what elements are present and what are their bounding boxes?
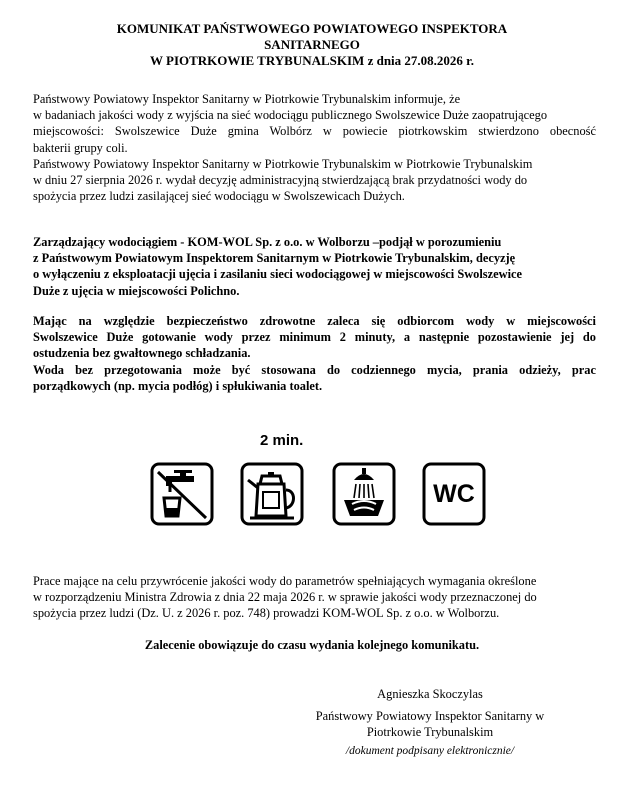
pictogram-row <box>150 432 480 528</box>
text-line: w dniu 27 sierpnia 2026 r. wydał decyzję administracyjną stwierdzającą brak przydatności wody do <box>33 173 528 188</box>
wc-label: WC <box>433 480 475 508</box>
text-line: Woda bez przegotowania może być stosowana do codziennego mycia, prania odzieży, prac <box>33 362 596 377</box>
title-line-3: W PIOTRKOWIE TRYBUNALSKIM z dnia 27.08.2026 r. <box>150 53 474 68</box>
washing-icon <box>332 462 396 526</box>
boil-time-label: 2 min. <box>260 432 304 449</box>
notice-validity: Zalecenie obowiązuje do czasu wydania kolejnego komunikatu. <box>144 638 480 652</box>
wc-icon <box>422 462 486 526</box>
text-line: z Państwowym Powiatowym Inspektorem Sanitarnym w Piotrkowie Trybunalskim, decyzję <box>33 251 516 266</box>
text-line: Państwowy Powiatowy Inspektor Sanitarny w Piotrkowie Trybunalskim informuje, że <box>33 92 461 106</box>
signature-note: /dokument podpisany elektronicznie/ <box>345 745 515 757</box>
text-line: spożycia przez ludzi (Dz. U. z 2026 r. poz. 748) prowadzi KOM-WOL Sp. z o.o. w Wolborzu. <box>33 606 500 621</box>
text-line: Prace mające na celu przywrócenie jakości wody do parametrów spełniających wymagania określone <box>33 574 537 588</box>
signature-role-line-2: Piotrkowie Trybunalskim <box>366 725 494 739</box>
text-line: Duże z ujęcia w miejscowości Polichno. <box>33 283 240 298</box>
text-line: o wyłączeniu z eksploatacji ujęcia i zasilaniu sieci wodociągowej w miejscowości Swolszewice <box>33 267 523 282</box>
text-line: miejscowości: Swolszewice Duże gmina Wolbórz w powiecie piotrkowskim stwierdzono obecność <box>33 124 596 139</box>
document-title <box>40 21 584 69</box>
text-line: Państwowy Powiatowy Inspektor Sanitarny w Piotrkowie Trybunalskim w Piotrkowie Trybunalskim <box>33 156 533 171</box>
text-line: bakterii grupy coli. <box>33 140 128 155</box>
paragraph-remediation <box>33 573 596 622</box>
kettle-icon <box>240 462 304 526</box>
paragraph-operator-decision <box>33 234 596 299</box>
no-drinking-tap-icon <box>150 462 214 526</box>
paragraph-inspector-info <box>33 91 596 204</box>
paragraph-recommendation <box>33 313 596 394</box>
title-line-2: SANITARNEGO <box>264 37 360 52</box>
signature-role-line-1: Państwowy Powiatowy Inspektor Sanitarny w <box>315 709 545 723</box>
title-line-1: KOMUNIKAT PAŃSTWOWEGO POWIATOWEGO INSPEKTORA <box>116 21 508 36</box>
text-line: porządkowych (np. mycia podłóg) i spłukiwania toalet. <box>33 378 323 393</box>
signature-name: Agnieszka Skoczylas <box>377 687 483 701</box>
text-line: spożycia przez ludzi zasilającej sieć wodociągu w Swolszewicach Dużych. <box>33 189 405 204</box>
text-line: Zarządzający wodociągiem - KOM-WOL Sp. z o.o. w Wolborzu –podjął w porozumieniu <box>33 235 502 249</box>
text-line: ostudzenia bez gwałtownego schładzania. <box>33 346 251 361</box>
text-line: Swolszewice Duże gotowanie wody przez minimum 2 minuty, a następnie pozostawienie jej do <box>33 330 596 345</box>
text-line: Mając na względzie bezpieczeństwo zdrowotne zaleca się odbiorcom wody w miejscowości <box>33 314 596 328</box>
text-line: w rozporządzeniu Ministra Zdrowia z dnia 22 maja 2026 r. w sprawie jakości wody przeznaczonej do <box>33 590 537 605</box>
text-line: w badaniach jakości wody z wyjścia na sieć wodociągu publicznego Swolszewice Duże zaopatrującego <box>33 108 548 123</box>
